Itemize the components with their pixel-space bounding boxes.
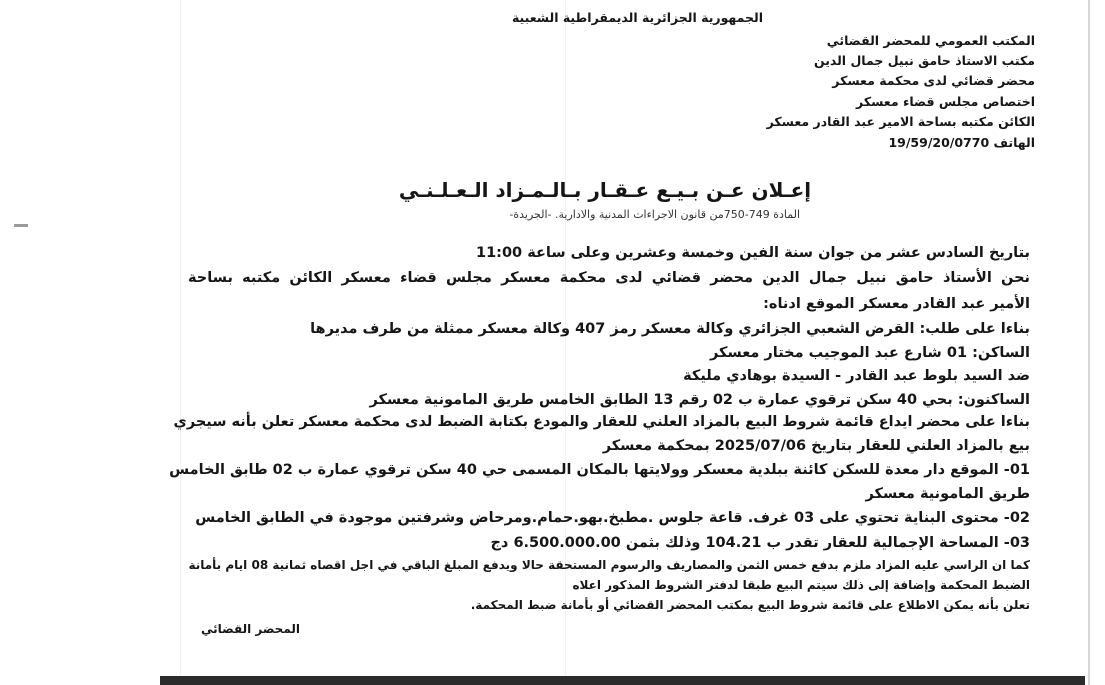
page-fold	[180, 0, 181, 676]
defendants-address: الساكنون: بحي 40 سكن ترقوي عمارة ب 02 رقم 13 الطابق الخامس طريق المامونية معسكر	[369, 392, 1030, 408]
auction-date-line: بيع بالمزاد العلني للعقار بتاريخ 2025/07/06 بمحكمة معسكر	[602, 438, 1030, 454]
payment-terms-cont: الضبط المحكمة وإضافة إلى ذلك سيتم البيع طبقا لدفتر الشروط المذكور اعلاه	[572, 578, 1030, 592]
property-location-cont: طريق المامونية معسكر	[865, 486, 1030, 502]
signature-label: المحضر القضائي	[200, 622, 300, 636]
requesting-party: بناءا على طلب: القرض الشعبي الجزائري وكالة معسكر رمز 407 وكالة معسكر ممثلة من طرف مديرها	[310, 321, 1030, 337]
republic-heading: الجمهورية الجزائرية الديمقراطية الشعبية	[511, 10, 764, 25]
property-location: 01- الموقع دار معدة للسكن كائنة ببلدية معسكر وولايتها بالمكان المسمى حي 40 سكن ترقوي عمارة ب 02 طابق الخامس	[169, 462, 1030, 478]
property-contents: 02- محتوى البناية تحتوي على 03 غرف. قاعة جلوس .مطبخ.بهو.حمام.ومرحاض وشرفتين موجودة في الطابق الخامس	[195, 510, 1030, 526]
scan-speck	[14, 224, 28, 227]
lawyer-office: مكتب الاستاذ حامق نبيل جمال الدين	[813, 53, 1035, 68]
phone-number: الهاتف 19/59/20/0770	[888, 135, 1035, 150]
bailiff-intro: نحن الأستاذ حامق نبيل جمال الدين محضر قضائي لدى محكمة معسكر مجلس قضاء معسكر الكائن مكتبه بساحة	[188, 270, 1030, 286]
requesting-party-address: الساكن: 01 شارع عبد الموجيب مختار معسكر	[710, 345, 1030, 361]
bailiff-intro-cont: الأمير عبد القادر معسكر الموقع ادناه:	[763, 296, 1030, 312]
bailiff-title: محضر قضائي لدى محكمة معسكر	[832, 73, 1035, 88]
sale-date-line: بتاريخ السادس عشر من جوان سنة الفين وخمسة وعشرين وعلى ساعة 11:00	[475, 245, 1030, 261]
office-name: المكتب العمومي للمحضر القضائي	[826, 33, 1035, 48]
property-area-price: 03- المساحة الإجمالية للعقار تقدر ب 104.21 وذلك بثمن 6.500.000.00 دج	[490, 535, 1030, 551]
deposit-notice: بناءا على محضر ايداع قائمة شروط البيع بالمزاد العلني للعقار والمودع بكتابة الضبط لدى محكمة معسكر تعلن بأنه سيجري	[173, 414, 1030, 430]
page-fold	[565, 0, 566, 676]
scan-bottom-bar	[160, 676, 1085, 685]
legal-reference: المادة 749-750من قانون الاجراءات المدنية والادارية. -الجريدة-	[509, 208, 800, 221]
consultation-notice: تعلن بأنه يمكن الاطلاع على قائمة شروط البيع بمكتب المحضر القضائي أو بأمانة ضبط المحكمة.	[470, 598, 1030, 612]
office-address: الكائن مكتبه بساحة الامير عبد القادر معسكر	[766, 114, 1035, 129]
announcement-title: إعـلان عـن بـيـع عـقـار بـالـمـزاد الـعـلـنـي	[398, 178, 812, 202]
jurisdiction: اختصاص مجلس قضاء معسكر	[856, 94, 1035, 109]
payment-terms: كما ان الراسي عليه المزاد ملزم بدفع خمس الثمن والمصاريف والرسوم المستحقة حالا ويدفع المبلغ الباقي في اجل اقصاه ثمانية 08 ايام بأمانة	[188, 558, 1030, 572]
defendants: ضد السيد بلوط عبد القادر - السيدة بوهادي مليكة	[683, 368, 1030, 384]
scan-edge	[1088, 0, 1090, 685]
